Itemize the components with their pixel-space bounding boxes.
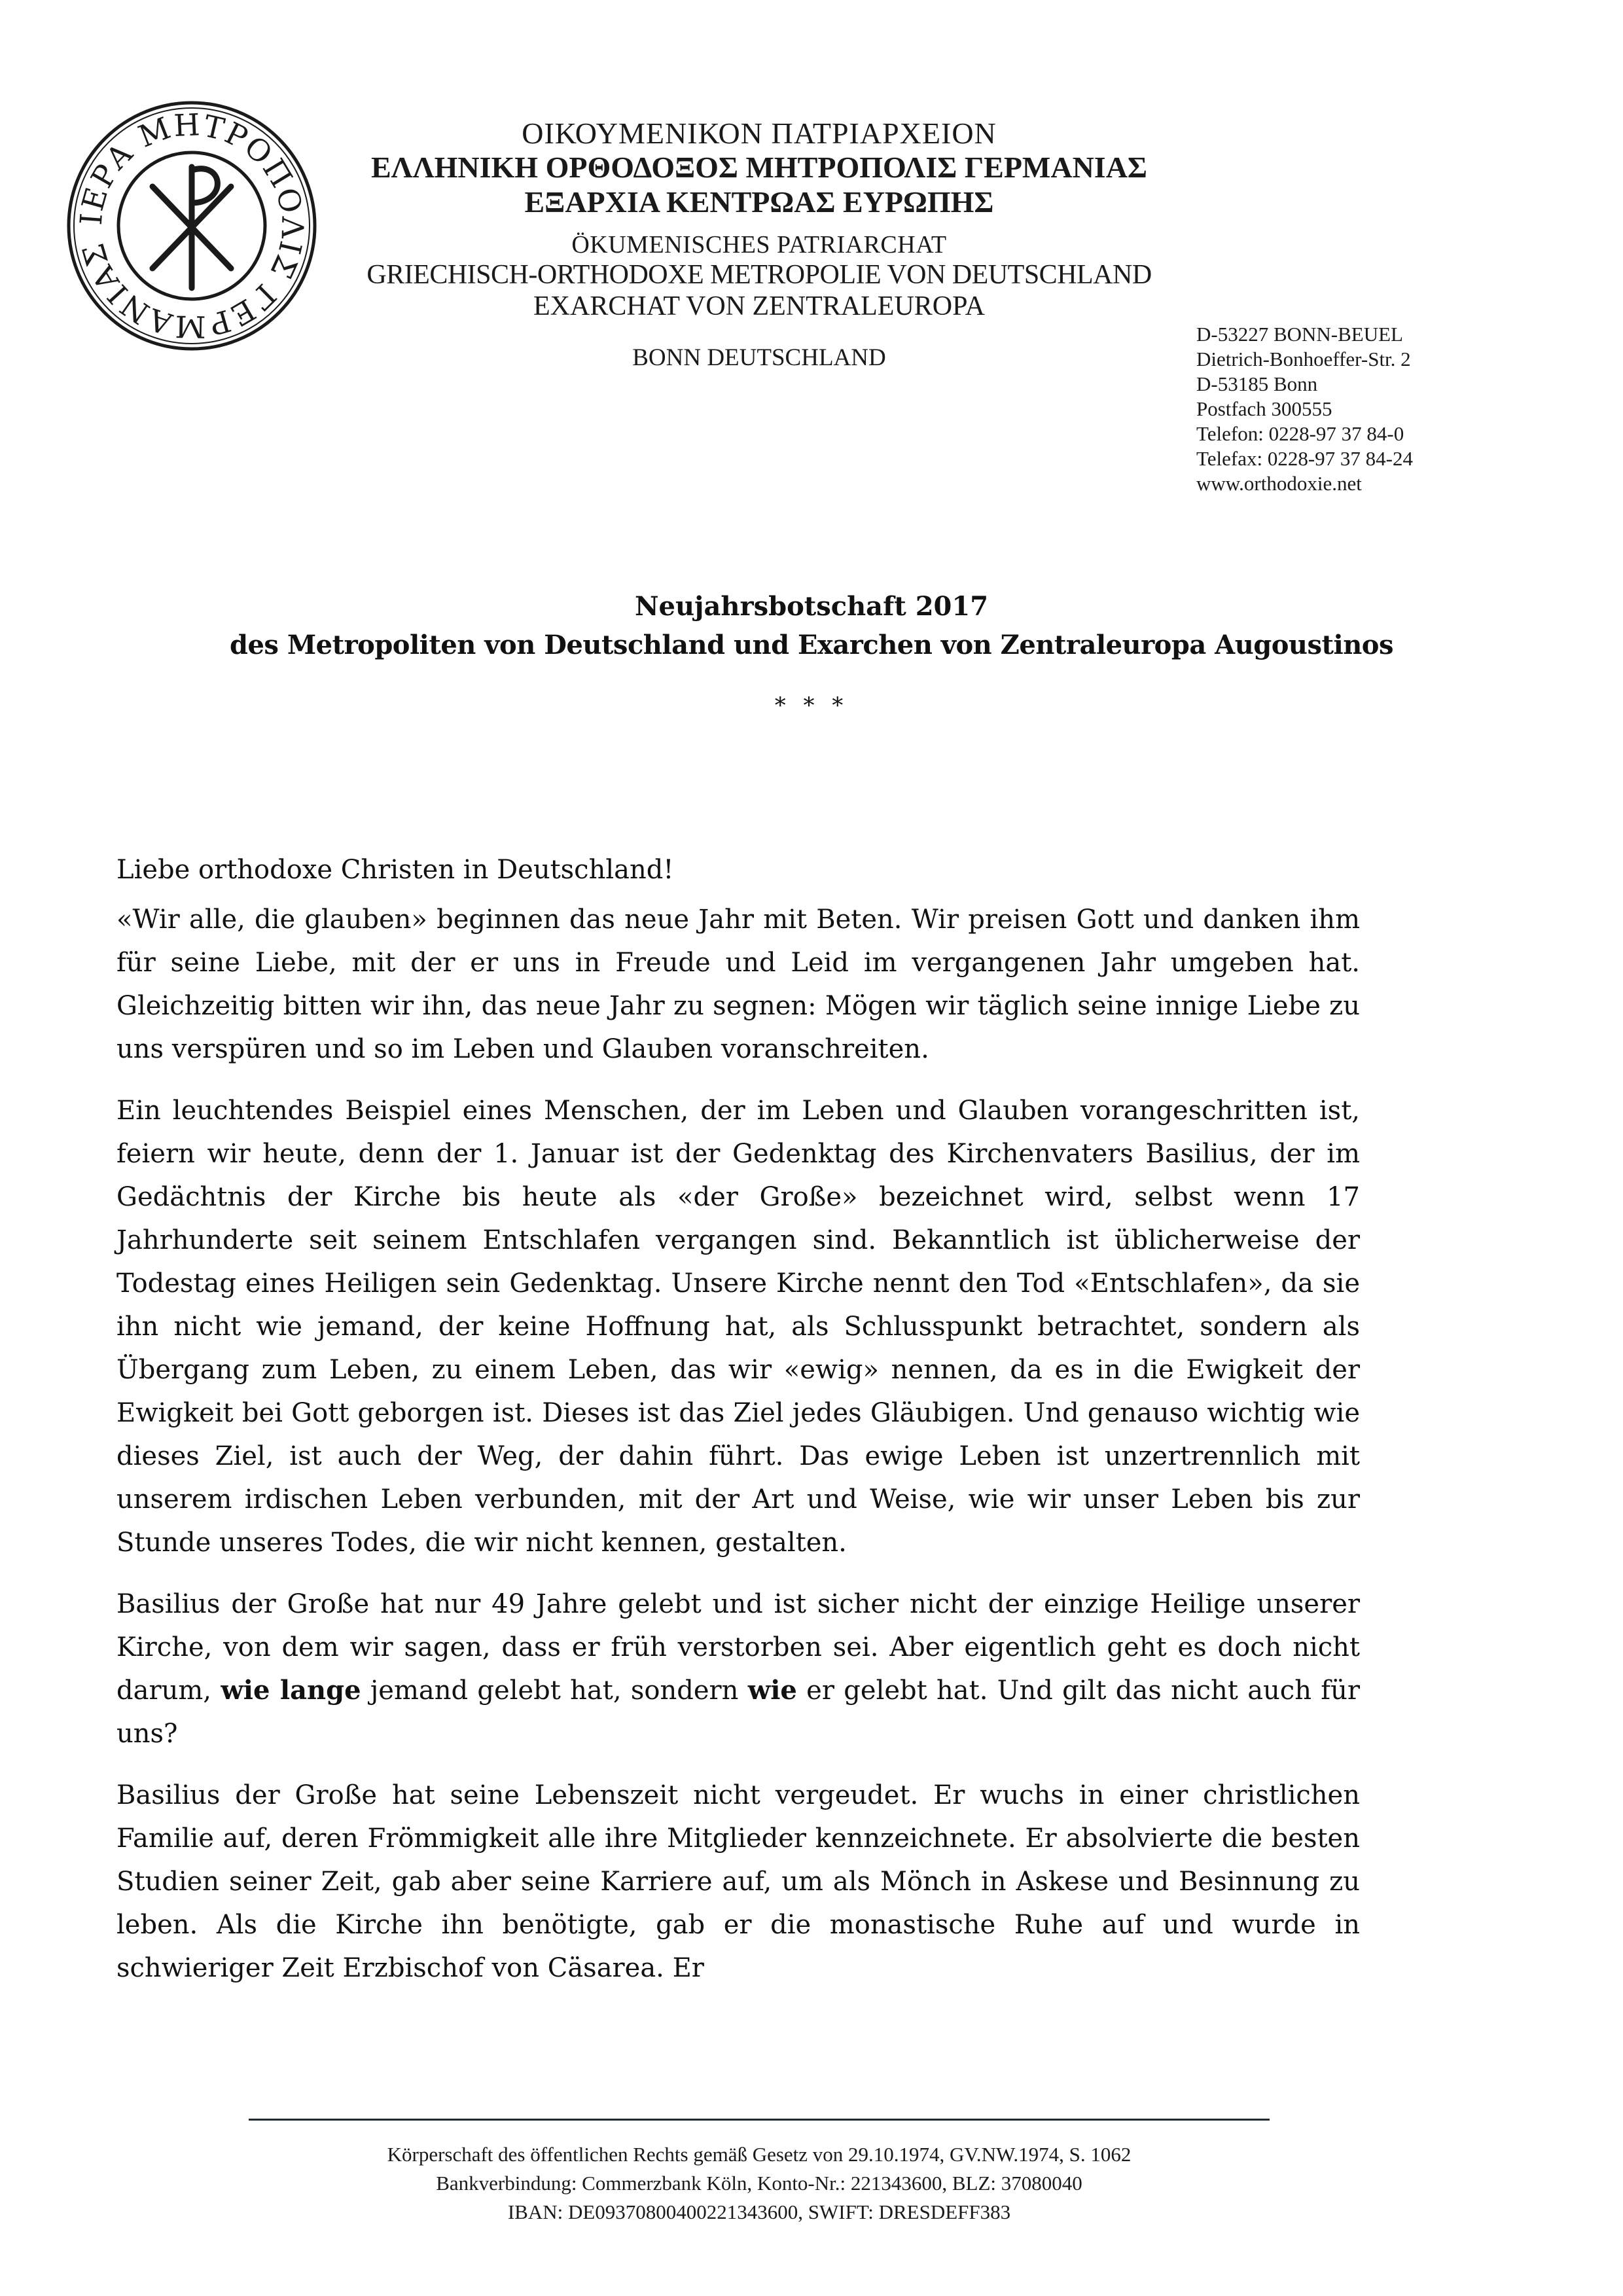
paragraph-4: Basilius der Große hat seine Lebenszeit nicht vergeudet. Er wuchs in einer christlichen Familie auf, deren Frömmigkeit alle ihre Mitglieder kennzeichnete. Er absolvierte die besten Studien seiner Zeit, gab aber seine Karriere auf, um als Mönch in Askese und Besinnung zu leben. Als die Kirche ihn benötigte, gab er die monastische Ruhe auf und wurde in schwieriger Zeit Erzbischof von Cäsarea. Er bbox=[116, 1780, 1360, 1983]
title-main: Neujahrsbotschaft 2017 bbox=[634, 591, 989, 622]
title-separator: * * * bbox=[774, 692, 849, 719]
address-block bbox=[1196, 322, 1471, 496]
header-greek-exarchate: ΕΞΑΡΧΙΑ ΚΕΝΤΡΩΑΣ ΕΥΡΩΠΗΣ bbox=[524, 185, 994, 219]
letter-title bbox=[98, 589, 1525, 719]
header-german-patriarchate: ÖKUMENISCHES PATRIARCHAT bbox=[571, 231, 947, 259]
header-german-exarchate: EXARCHAT VON ZENTRALEUROPA bbox=[533, 291, 985, 321]
paragraph-3-emphasis-how-long: wie lange bbox=[221, 1675, 361, 1706]
greeting: Liebe orthodoxe Christen in Deutschland! bbox=[116, 855, 674, 885]
metropolis-seal bbox=[64, 98, 319, 353]
paragraph-3 bbox=[116, 1583, 1360, 1755]
address-phone: Telefon: 0228-97 37 84-0 bbox=[1196, 422, 1404, 445]
address-line-postbox: Postfach 300555 bbox=[1196, 397, 1332, 420]
title-subtitle: des Metropoliten von Deutschland und Exarchen von Zentraleuropa Augoustinos bbox=[230, 630, 1393, 660]
paragraph-2: Ein leuchtendes Beispiel eines Menschen, der im Leben und Glauben vorangeschritten ist, feiern wir heute, denn der 1. Januar ist der Gedenktag des Kirchenvaters Basilius, der im Gedächtnis der Kirche bis heute als «der Große» bezeichnet wird, selbst wenn 17 Jahrhunderte seit seinem Entschlafen vergangen sind. Bekanntlich ist üblicherweise der Todestag eines Heiligen sein Gedenktag. Unsere Kirche nennt den Tod «Entschlafen», da sie ihn nicht wie jemand, der keine Hoffnung hat, als Schlusspunkt betrachtet, sondern als Übergang zum Leben, zu einem Leben, das wir «ewig» nennen, da es in die Ewigkeit der Ewigkeit bei Gott geborgen ist. Dieses ist das Ziel jedes Gläubigen. Und genauso wichtig wie dieses Ziel, ist auch der Weg, der dahin führt. Das ewige Leben ist unzertrennlich mit unserem irdischen Leben verbunden, mit der Art und Weise, wie wir unser Leben bis zur Stunde unseres Todes, die wir nicht kennen, gestalten. bbox=[116, 1096, 1360, 1558]
letter-body bbox=[116, 848, 1360, 2008]
paragraph-1: «Wir alle, die glauben» beginnen das neue Jahr mit Beten. Wir preisen Gott und danken ihm für seine Liebe, mit der er uns in Freude und Leid im vergangenen Jahr umgeben hat. Gleichzeitig bitten wir ihn, das neue Jahr zu segnen: Mögen wir täglich seine innige Liebe zu uns verspüren und so im Leben und Glauben voranschreiten. bbox=[116, 905, 1360, 1064]
address-website: www.orthodoxie.net bbox=[1196, 472, 1362, 495]
header-greek-patriarchate: ΟΙΚΟΥΜΕΝΙΚΟΝ ΠΑΤΡΙΑΡΧΕΙΟΝ bbox=[522, 117, 997, 150]
footer-legal: Körperschaft des öffentlichen Rechts gemäß Gesetz von 29.10.1974, GV.NW.1974, S. 1062 bbox=[387, 2143, 1132, 2166]
header-city: BONN DEUTSCHLAND bbox=[632, 344, 886, 372]
seal-ring-text: ΙΕΡΑ ΜΗΤΡΟΠΟΛΙΣ ΓΕΡΜΑΝΙΑΣ bbox=[73, 107, 311, 345]
footer-bank: Bankverbindung: Commerzbank Köln, Konto-Nr.: 221343600, BLZ: 37080040 bbox=[436, 2172, 1082, 2195]
paragraph-3-text-a: Basilius der Große hat nur 49 Jahre gelebt und ist sicher nicht der einzige Heilige unserer Kirche, von dem wir sagen, dass er früh verstorben sei. Aber eigentlich geht es doch nicht darum, bbox=[116, 1589, 1360, 1706]
paragraph-3-text-e: er gelebt hat. Und gilt das nicht auch für uns? bbox=[116, 1676, 1360, 1749]
footer-iban: IBAN: DE09370800400221343600, SWIFT: DRESDEFF383 bbox=[507, 2200, 1011, 2223]
address-line-street: Dietrich-Bonhoeffer-Str. 2 bbox=[1196, 348, 1411, 370]
paragraph-3-text-c: jemand gelebt hat, sondern bbox=[361, 1676, 748, 1706]
address-line-postcode: D-53227 BONN-BEUEL bbox=[1196, 323, 1403, 346]
header-german-metropolis: GRIECHISCH-ORTHODOXE METROPOLIE VON DEUTSCHLAND bbox=[366, 259, 1152, 290]
address-line-city: D-53185 Bonn bbox=[1196, 372, 1318, 395]
header-greek-metropolis: ΕΛΛΗΝΙΚΗ ΟΡΘΟΔΟΞΟΣ ΜΗΤΡΟΠΟΛΙΣ ΓΕΡΜΑΝΙΑΣ bbox=[371, 151, 1147, 185]
footer bbox=[249, 2119, 1270, 2227]
chi-rho-emblem-icon bbox=[152, 167, 231, 288]
letterhead bbox=[314, 117, 1204, 372]
paragraph-3-emphasis-how: wie bbox=[747, 1675, 797, 1706]
address-fax: Telefax: 0228-97 37 84-24 bbox=[1196, 447, 1413, 470]
